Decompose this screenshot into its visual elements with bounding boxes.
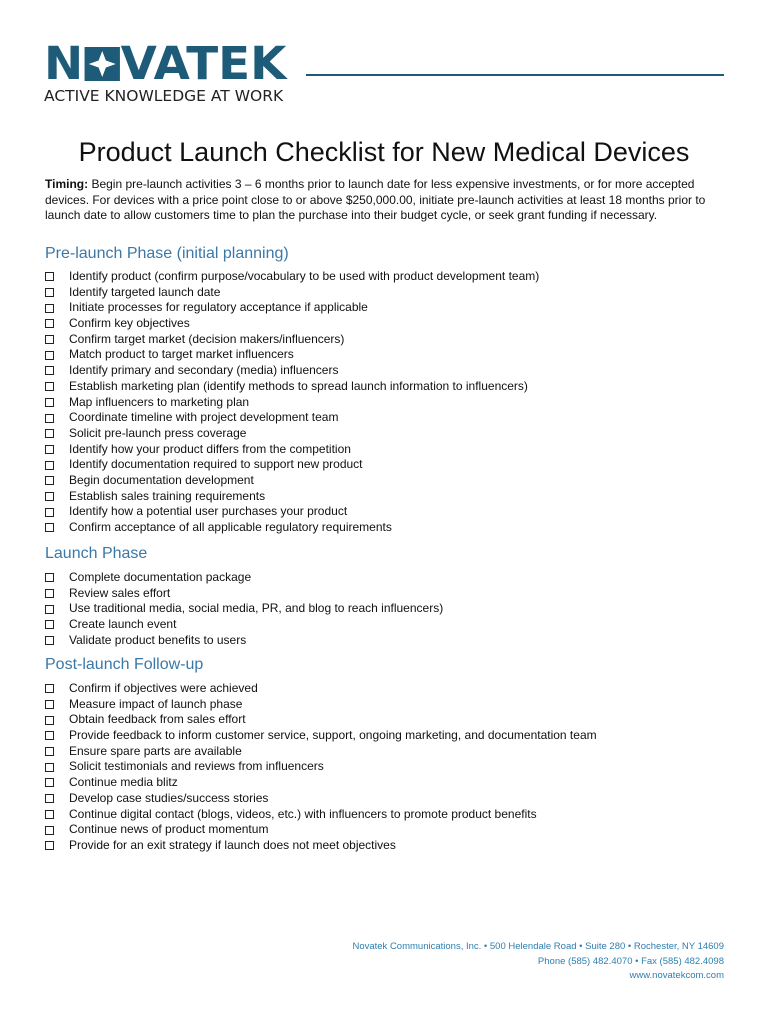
- checklist-item: [45, 744, 597, 760]
- checkbox-icon[interactable]: [45, 366, 54, 375]
- checklist-item-label: Ensure spare parts are available: [69, 743, 242, 758]
- checkbox-icon[interactable]: [45, 636, 54, 645]
- checklist-item: [45, 332, 539, 348]
- checklist-item: [45, 300, 539, 316]
- checkbox-icon[interactable]: [45, 523, 54, 532]
- checklist-item-label: Identify how a potential user purchases your product: [69, 504, 348, 519]
- checklist-post-launch: [45, 681, 597, 854]
- checklist-item-label: Continue media blitz: [69, 775, 178, 790]
- checklist-item: [45, 791, 597, 807]
- checklist-item-label: Develop case studies/success stories: [69, 790, 269, 805]
- checklist-item: [45, 697, 597, 713]
- checklist-item-label: Identify targeted launch date: [69, 284, 221, 299]
- checklist-item-label: Obtain feedback from sales effort: [69, 712, 246, 727]
- checklist-item-label: Coordinate timeline with project development team: [69, 410, 339, 425]
- checkbox-icon[interactable]: [45, 414, 54, 423]
- checklist-item-label: Confirm key objectives: [69, 316, 190, 331]
- checklist-item: [45, 712, 597, 728]
- checklist-item: [45, 473, 539, 489]
- checkbox-icon[interactable]: [45, 508, 54, 517]
- checklist-item-label: Begin documentation development: [69, 472, 254, 487]
- footer-website-link[interactable]: www.novatekcom.com: [629, 970, 724, 981]
- checklist-item-label: Confirm target market (decision makers/influencers): [69, 331, 345, 346]
- checklist-item: [45, 285, 539, 301]
- timing-text: Begin pre-launch activities 3 – 6 months prior to launch date for less expensive investments, or for more accepted devices. For devices with a price point close to or above $250,000.00, initiate pre-launch activities at least 18 months prior to launch date to allow customers time to plan the purchase into their budget cycle, or seek grant funding if necessary.: [45, 177, 706, 222]
- page-footer: [352, 940, 724, 984]
- company-logo: [44, 37, 306, 106]
- checklist-item-label: Continue digital contact (blogs, videos, etc.) with influencers to promote product benefits: [69, 806, 537, 821]
- checklist-item-label: Create launch event: [69, 617, 177, 632]
- checklist-item: [45, 520, 539, 536]
- checkbox-icon[interactable]: [45, 461, 54, 470]
- checklist-item: [45, 728, 597, 744]
- logo-tagline: ACTIVE KNOWLEDGE AT WORK: [44, 87, 284, 105]
- checklist-item: [45, 269, 539, 285]
- checkbox-icon[interactable]: [45, 288, 54, 297]
- checklist-item-label: Identify how your product differs from the competition: [69, 441, 351, 456]
- checkbox-icon[interactable]: [45, 810, 54, 819]
- checklist-item-label: Measure impact of launch phase: [69, 696, 243, 711]
- checkbox-icon[interactable]: [45, 716, 54, 725]
- checkbox-icon[interactable]: [45, 335, 54, 344]
- checkbox-icon[interactable]: [45, 589, 54, 598]
- checkbox-icon[interactable]: [45, 351, 54, 360]
- checklist-item: [45, 759, 597, 775]
- checklist-item-label: Solicit testimonials and reviews from influencers: [69, 759, 324, 774]
- checkbox-icon[interactable]: [45, 794, 54, 803]
- section-heading-launch: Launch Phase: [45, 545, 148, 562]
- checklist-item: [45, 633, 443, 649]
- checklist-item: [45, 347, 539, 363]
- checklist-launch: [45, 570, 443, 648]
- checklist-item: [45, 316, 539, 332]
- section-heading-post-launch: Post-launch Follow-up: [45, 656, 204, 673]
- checkbox-icon[interactable]: [45, 684, 54, 693]
- checklist-item-label: Provide feedback to inform customer service, support, ongoing marketing, and documentation team: [69, 728, 597, 743]
- checklist-item-label: Identify documentation required to support new product: [69, 457, 363, 472]
- logo-wordmark-left: N: [44, 37, 84, 90]
- checklist-item: [45, 681, 597, 697]
- checklist-item: [45, 617, 443, 633]
- checklist-item-label: Validate product benefits to users: [69, 632, 247, 647]
- timing-label: Timing:: [45, 177, 89, 191]
- checklist-item-label: Solicit pre-launch press coverage: [69, 425, 247, 440]
- checkbox-icon[interactable]: [45, 841, 54, 850]
- section-heading-pre-launch: Pre-launch Phase (initial planning): [45, 245, 289, 262]
- checkbox-icon[interactable]: [45, 429, 54, 438]
- checklist-item-label: Establish marketing plan (identify methods to spread launch information to influencers): [69, 378, 528, 393]
- footer-address: Novatek Communications, Inc. • 500 Helendale Road • Suite 280 • Rochester, NY 14609: [352, 941, 724, 952]
- checklist-item: [45, 601, 443, 617]
- checklist-item: [45, 426, 539, 442]
- checklist-item: [45, 838, 597, 854]
- star-icon: [84, 47, 119, 81]
- checklist-item-label: Establish sales training requirements: [69, 488, 266, 503]
- checklist-item: [45, 586, 443, 602]
- checkbox-icon[interactable]: [45, 382, 54, 391]
- checklist-item-label: Map influencers to marketing plan: [69, 394, 250, 409]
- checkbox-icon[interactable]: [45, 492, 54, 501]
- checklist-item-label: Match product to target market influencers: [69, 347, 294, 362]
- checklist-item: [45, 410, 539, 426]
- checklist-item: [45, 442, 539, 458]
- checklist-item: [45, 807, 597, 823]
- checklist-item: [45, 395, 539, 411]
- checkbox-icon[interactable]: [45, 731, 54, 740]
- checklist-item: [45, 775, 597, 791]
- checklist-item-label: Confirm if objectives were achieved: [69, 681, 258, 695]
- checkbox-icon[interactable]: [45, 476, 54, 485]
- checklist-item-label: Use traditional media, social media, PR, and blog to reach influencers): [69, 601, 444, 616]
- checklist-item-label: Identify product (confirm purpose/vocabulary to be used with product development team): [69, 269, 540, 283]
- checkbox-icon[interactable]: [45, 304, 54, 313]
- checklist-pre-launch: [45, 269, 539, 536]
- checklist-item: [45, 457, 539, 473]
- checkbox-icon[interactable]: [45, 445, 54, 454]
- checkbox-icon[interactable]: [45, 700, 54, 709]
- checklist-item: [45, 822, 597, 838]
- checklist-item-label: Complete documentation package: [69, 570, 252, 584]
- page-title: Product Launch Checklist for New Medical Devices: [78, 137, 690, 167]
- checkbox-icon[interactable]: [45, 620, 54, 629]
- checklist-item: [45, 363, 539, 379]
- checklist-item-label: Provide for an exit strategy if launch does not meet objectives: [69, 837, 396, 852]
- checkbox-icon[interactable]: [45, 398, 54, 407]
- checkbox-icon[interactable]: [45, 778, 54, 787]
- checklist-item: [45, 379, 539, 395]
- checklist-item-label: Continue news of product momentum: [69, 822, 269, 837]
- checklist-item: [45, 504, 539, 520]
- checkbox-icon[interactable]: [45, 826, 54, 835]
- logo-wordmark: [44, 37, 316, 90]
- checkbox-icon[interactable]: [45, 272, 54, 281]
- checkbox-icon[interactable]: [45, 573, 54, 582]
- footer-phone: Phone (585) 482.4070 • Fax (585) 482.4098: [537, 955, 724, 967]
- logo-wordmark-right: VATEK: [120, 37, 287, 90]
- timing-paragraph: [45, 177, 725, 224]
- checklist-item-label: Review sales effort: [69, 585, 171, 600]
- checklist-item-label: Initiate processes for regulatory acceptance if applicable: [69, 300, 368, 315]
- checklist-item: [45, 570, 443, 586]
- checkbox-icon[interactable]: [45, 319, 54, 328]
- checkbox-icon[interactable]: [45, 763, 54, 772]
- checklist-item: [45, 489, 539, 505]
- checkbox-icon[interactable]: [45, 747, 54, 756]
- checkbox-icon[interactable]: [45, 605, 54, 614]
- header-divider: [306, 74, 724, 76]
- checklist-item-label: Identify primary and secondary (media) influencers: [69, 363, 339, 378]
- checklist-item-label: Confirm acceptance of all applicable regulatory requirements: [69, 520, 392, 534]
